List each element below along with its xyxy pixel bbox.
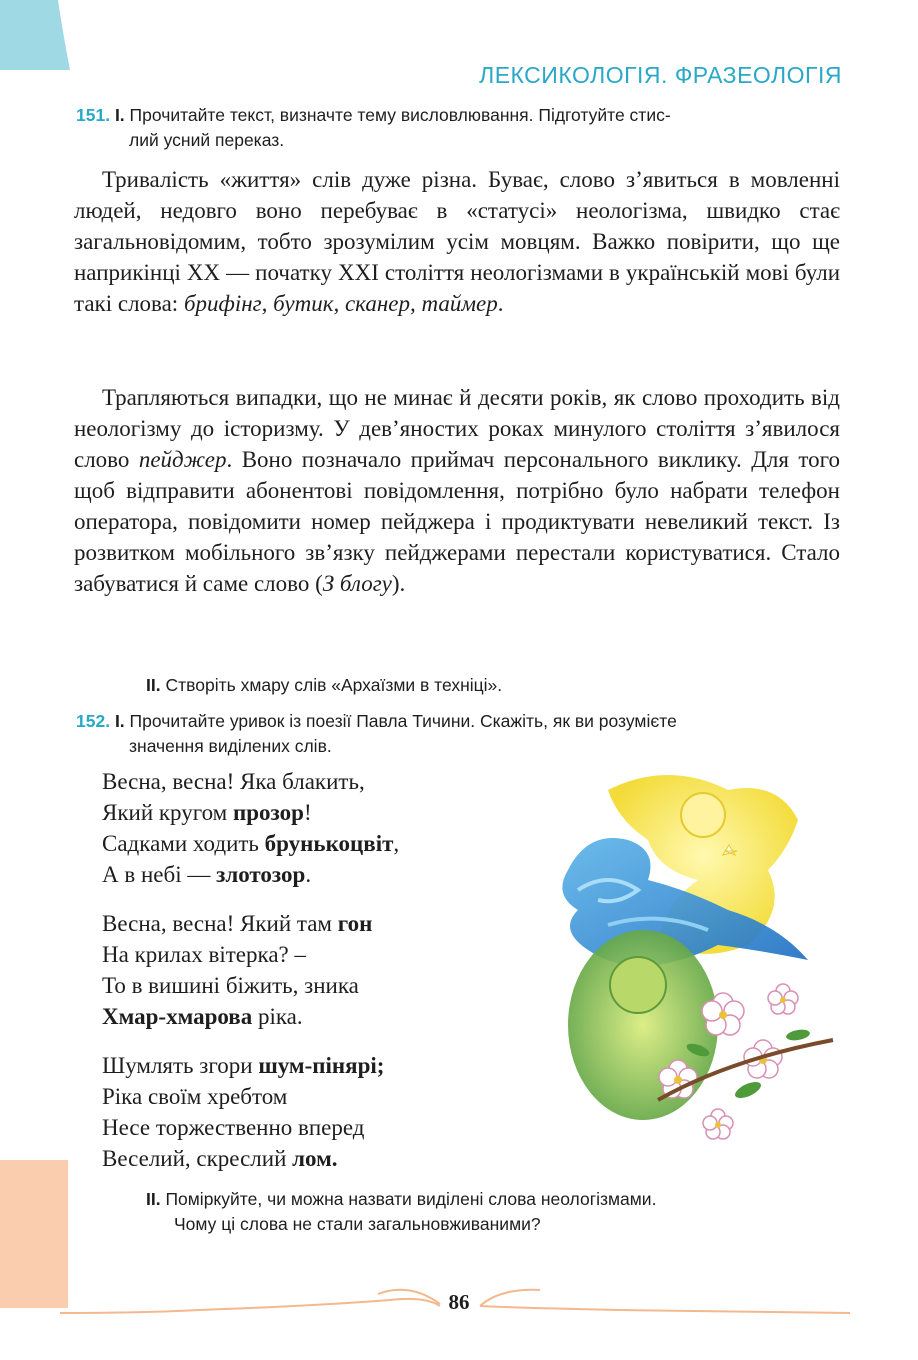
task-part-label: II. <box>146 675 161 695</box>
paragraph-text: Трапляються випадки, що не минає й десяти років, як слово проходить від неологізму до історизму. У дев’яностих роках минулого століття з’явилося слово <box>74 385 840 472</box>
source-reference: З блогу <box>322 571 392 596</box>
instruction-text-continued: значення виділених слів. <box>129 736 332 756</box>
highlighted-word: Хмар-хмарова <box>102 1004 253 1029</box>
highlighted-word: гон <box>337 911 373 936</box>
task-part-label: I. <box>114 105 125 125</box>
highlighted-word: шум-пінярі; <box>258 1053 385 1078</box>
poem-line: Несе торжественно вперед <box>102 1115 365 1140</box>
poem-line: Веселий, скреслий лом. <box>102 1146 338 1171</box>
poem-stanza-1 <box>102 766 522 890</box>
task-number: 151. <box>76 105 111 125</box>
paragraph-text: Тривалість «життя» слів дуже різна. Буває, слово з’явиться в мовленні людей, недовго воно перебуває в «статусі» неологізма, швидко стає загальновідомим, тобто зрозумілим усім мовцям. Важко повірити, що ще наприкінці XX — початку XXI століття неологізмами в українській мові були такі слова: <box>74 167 840 316</box>
subtask-text: Створіть хмару слів «Архаїзми в техніці». <box>165 675 503 695</box>
task-151-part-2 <box>146 673 840 698</box>
task-number: 152. <box>76 711 111 731</box>
poem-line: Садками ходить брунькоцвіт, <box>102 831 400 856</box>
punctuation: ). <box>391 571 406 596</box>
task-part-label: I. <box>114 711 125 731</box>
highlighted-word: лом. <box>292 1146 338 1171</box>
subtask-text-continued: Чому ці слова не стали загальновживаними? <box>174 1214 541 1234</box>
instruction-text-continued: лий усний переказ. <box>129 130 285 150</box>
highlighted-word: прозор <box>232 800 304 825</box>
poem-stanza-3 <box>102 1050 522 1174</box>
task-152-part-2 <box>146 1187 840 1237</box>
corner-tab-decoration <box>0 0 70 70</box>
poem-line: Хмар-хмарова ріка. <box>102 1004 303 1029</box>
poem-stanza-2 <box>102 908 522 1032</box>
poem-line: Ріка своїм хребтом <box>102 1084 288 1109</box>
poem-line: Весна, весна! Яка блакить, <box>102 769 365 794</box>
poem-line: На крилах вітерка? – <box>102 942 306 967</box>
section-title: ЛЕКСИКОЛОГІЯ. ФРАЗЕОЛОГІЯ <box>479 62 842 88</box>
highlighted-word: злотозор <box>216 862 306 887</box>
example-words: брифінг, бутик, сканер, таймер <box>183 291 498 316</box>
poem-line: Шумлять згори шум-пінярі; <box>102 1053 385 1078</box>
task-151-instruction <box>76 103 840 153</box>
task-152-instruction <box>76 709 840 759</box>
task-part-label: II. <box>146 1189 161 1209</box>
page-number: 86 <box>448 1290 470 1314</box>
instruction-text: Прочитайте текст, визначте тему висловлювання. Підготуйте стис- <box>129 105 671 125</box>
poem-line: Який кругом прозор! <box>102 800 312 825</box>
subtask-text: Поміркуйте, чи можна назвати виділені слова неологізмами. <box>165 1189 657 1209</box>
instruction-text: Прочитайте уривок із поезії Павла Тичини. Скажіть, як ви розумієте <box>129 711 677 731</box>
text-paragraph-2 <box>74 382 840 599</box>
poem-line: А в небі — злотозор. <box>102 862 312 887</box>
side-tab-decoration <box>0 1160 68 1308</box>
punctuation: . <box>497 291 504 316</box>
example-word: пейджер <box>138 447 227 472</box>
text-paragraph-1 <box>74 164 840 319</box>
paragraph-text-continued: . Воно позначало приймач персонального виклику. Для того щоб відправити абонентові повідомлення, потрібно було набрати телефон оператора, повідомити номер пейджера і продиктувати невеликий текст. Із розвитком мобільного зв’язку пейджерами перестали користуватися. Стало забуватися й саме слово ( <box>74 447 841 596</box>
poem-line: То в вишині біжить, зника <box>102 973 359 998</box>
poem-line: Весна, весна! Який там гон <box>102 911 373 936</box>
spring-illustration <box>548 760 848 1180</box>
highlighted-word: брунькоцвіт <box>264 831 394 856</box>
